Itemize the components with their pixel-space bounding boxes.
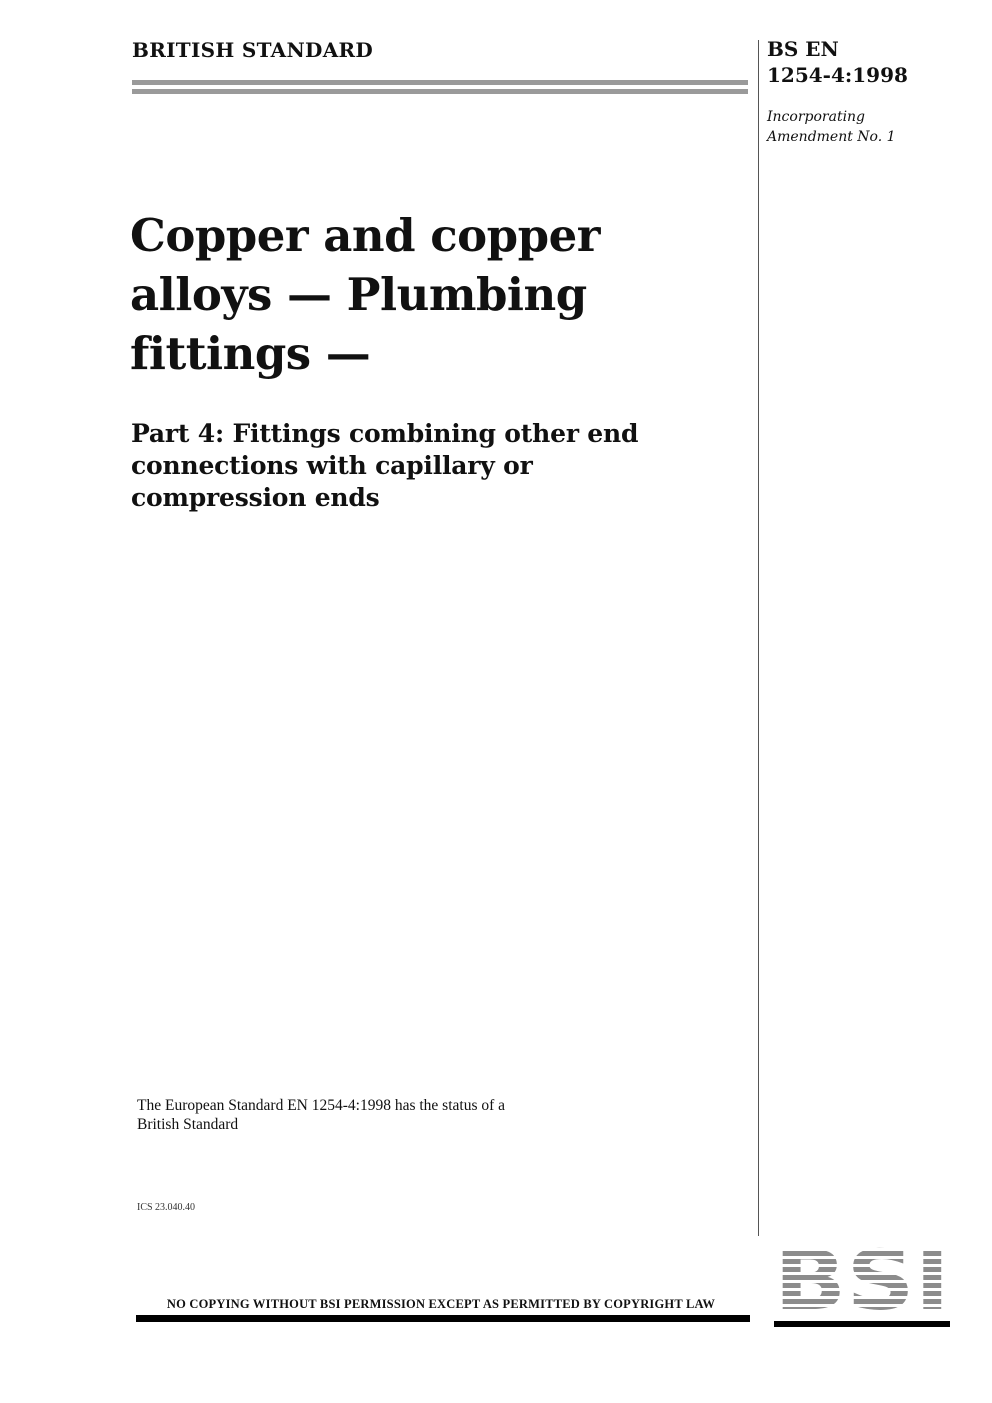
footer-rule bbox=[136, 1315, 750, 1322]
amendment-line1: Incorporating bbox=[767, 109, 866, 125]
ics-code: ICS 23.040.40 bbox=[137, 1202, 196, 1213]
column-divider bbox=[758, 40, 759, 1236]
amendment-note bbox=[767, 107, 987, 147]
part-line2: connections with capillary or bbox=[131, 451, 533, 480]
standard-number bbox=[767, 36, 987, 88]
title-line1: Copper and copper bbox=[130, 209, 600, 262]
status-line2: British Standard bbox=[137, 1116, 239, 1133]
header-double-rule bbox=[132, 80, 748, 94]
copyright-notice: NO COPYING WITHOUT BSI PERMISSION EXCEPT AS PERMITTED BY COPYRIGHT LAW bbox=[166, 1297, 716, 1311]
standard-number-line2: 1254-4:1998 bbox=[767, 63, 908, 87]
title-line2: alloys — Plumbing bbox=[130, 268, 587, 321]
standard-number-line1: BS EN bbox=[767, 37, 839, 61]
part-line1: Part 4: Fittings combining other end bbox=[131, 419, 639, 448]
status-note bbox=[137, 1096, 577, 1134]
series-label: BRITISH STANDARD bbox=[132, 38, 374, 62]
part-subtitle bbox=[131, 418, 741, 514]
part-line3: compression ends bbox=[131, 483, 380, 512]
document-title bbox=[130, 206, 730, 383]
status-line1: The European Standard EN 1254-4:1998 has the status of a bbox=[137, 1097, 506, 1114]
amendment-line2: Amendment No. 1 bbox=[767, 129, 896, 145]
bsi-logo-icon bbox=[774, 1243, 950, 1327]
title-line3: fittings — bbox=[130, 327, 371, 380]
